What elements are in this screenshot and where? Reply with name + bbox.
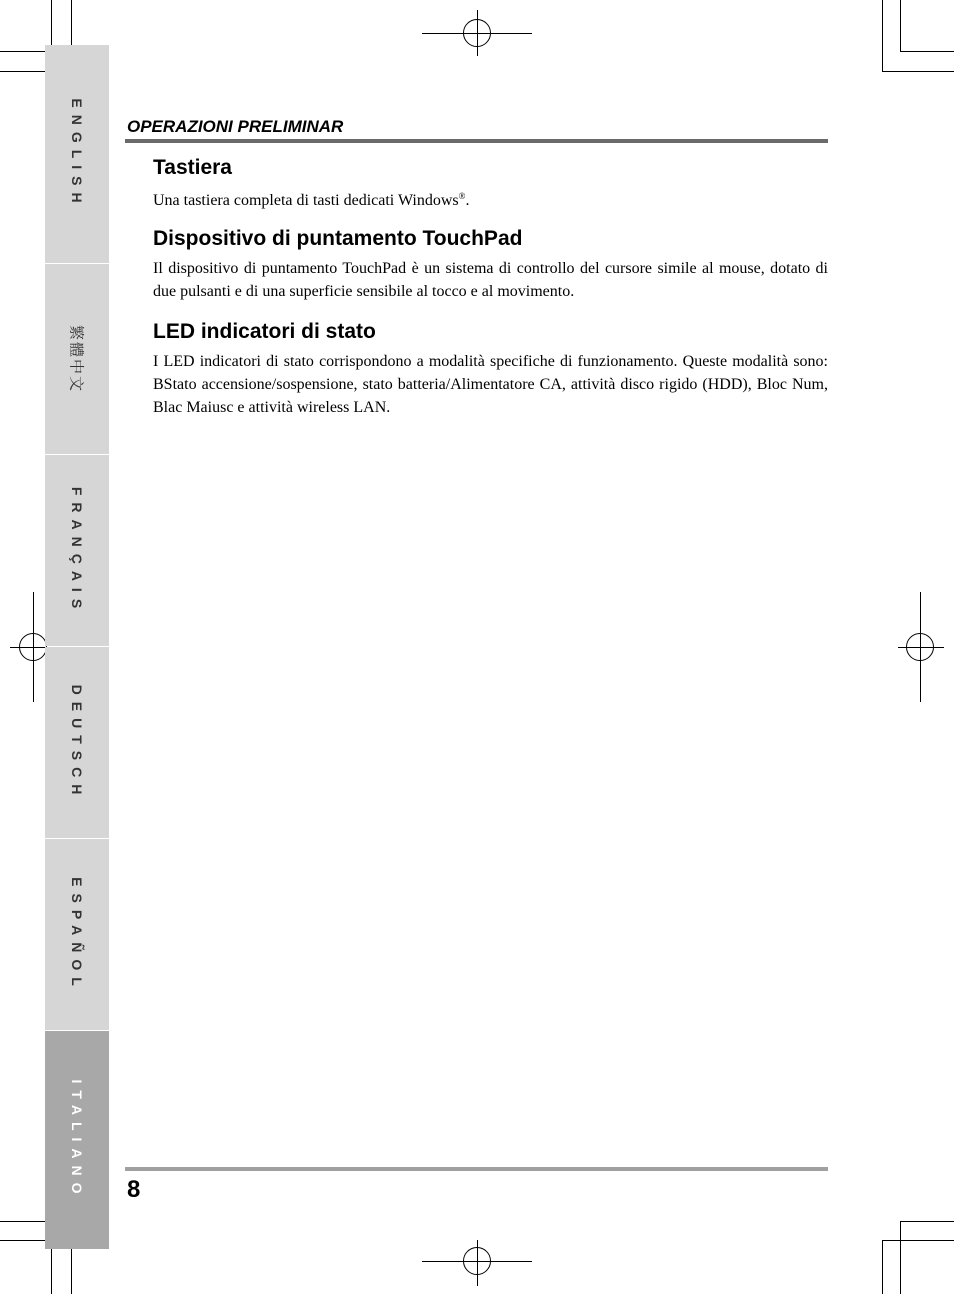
tab-espanol-label: ESPAÑOL bbox=[69, 876, 85, 993]
tab-deutsch-label: DEUTSCH bbox=[69, 684, 85, 801]
section-body: Il dispositivo di puntamento TouchPad è un sistema di controllo del cursore simile al mouse, dotato di due pulsanti e di una superficie sensibile al tocco e al movimento. bbox=[153, 260, 828, 300]
section-body: I LED indicatori di stato corrispondono a modalità specifiche di funzionamento. Queste modalità sono: BStato accensione/sospensione, stato batteria/Alimentatore CA, attività disco rigido (HDD), Bloc Num, Blac Maiusc e attività wireless LAN. bbox=[153, 353, 828, 416]
section-led-indicators bbox=[153, 317, 828, 419]
section-body: Una tastiera completa di tasti dedicati Windows®. bbox=[153, 191, 470, 209]
header-divider bbox=[125, 139, 828, 143]
section-header-title: OPERAZIONI PRELIMINAR bbox=[127, 117, 344, 136]
language-tabs bbox=[45, 45, 109, 1249]
tab-chinese[interactable] bbox=[45, 264, 109, 454]
tab-espanol[interactable] bbox=[45, 839, 109, 1030]
tab-deutsch[interactable] bbox=[45, 647, 109, 838]
section-touchpad bbox=[153, 224, 828, 303]
tab-english-label: ENGLISH bbox=[69, 98, 85, 210]
tab-chinese-label: 繁體中文 bbox=[67, 324, 86, 394]
section-heading: Tastiera bbox=[153, 156, 232, 179]
registered-mark: ® bbox=[458, 191, 466, 201]
tab-italiano[interactable] bbox=[45, 1031, 109, 1249]
section-heading: Dispositivo di puntamento TouchPad bbox=[153, 227, 523, 250]
tab-italiano-label: ITALIANO bbox=[69, 1079, 85, 1201]
tab-francais[interactable] bbox=[45, 455, 109, 646]
tab-english[interactable] bbox=[45, 45, 109, 263]
page-number: 8 bbox=[127, 1176, 141, 1203]
footer-divider bbox=[125, 1167, 828, 1171]
tab-francais-label: FRANÇAIS bbox=[69, 486, 85, 615]
section-heading: LED indicatori di stato bbox=[153, 320, 376, 343]
page-content bbox=[153, 153, 828, 419]
section-tastiera bbox=[153, 153, 828, 212]
